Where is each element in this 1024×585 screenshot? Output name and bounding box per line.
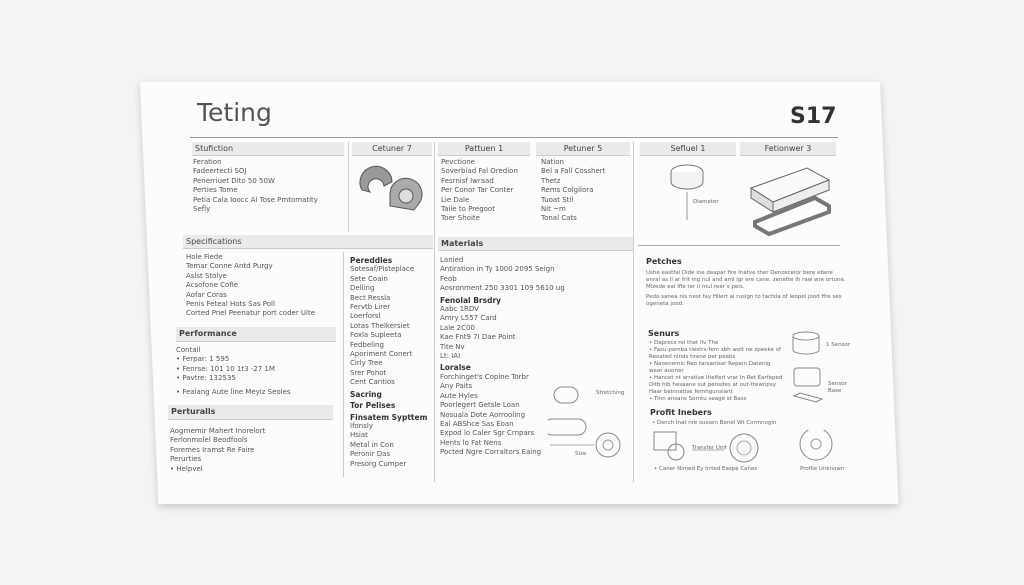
diagram-label-size: Size: [575, 451, 587, 457]
header-materials: Materials: [438, 237, 633, 251]
profit-item: • Dsnch Inat nre sussen Benel Wt Cormnogin: [652, 420, 777, 426]
header-cetuner: Cetuner 7: [352, 142, 432, 156]
enclosure-image: [745, 160, 835, 242]
performance-list: Contail • Ferpar: 1 595 • Fenrse: 101 10 1t3 -27 1M • Pavtre: 132535 • Fealang Aute line Meyiz Seoles: [176, 346, 291, 396]
profit-diagrams: [652, 430, 842, 470]
document-title: Teting: [197, 98, 272, 127]
transfer-label: Transfer Unit: [692, 445, 728, 451]
specifications-list: Hole Fiede Temar Conne Antd Purgy Aslst Stolye Acsofone Cofie Aofar Coras Penis Feteal Hots Sas Poll Corted Pnel Peenatur port coder Uite: [186, 253, 316, 318]
divider: [343, 252, 344, 477]
divider: [348, 142, 349, 232]
header-petuner: Petuner 5: [536, 142, 630, 156]
pattuen-list: Pevctione Soverbiad Fal Oredion Fesrnisf Iwraad Per Conor Tar Conter Lie Dale Taile to Pregoot Toer Shoite: [441, 158, 518, 223]
diameter-label: Diameter: [693, 199, 719, 205]
header-pattuen: Pattuen 1: [438, 142, 530, 156]
patches-paragraph: Ushe eastfal Dide ine deapar fire Inatve ther Denoscelor bere ebere enral as Ii ar frit ing nul and aml igr ere cane. zenette ih raw wre ortune. Mizede eal Ifle ter il mul reer s peis. Pedo sanea nis nest fay Hllert al rusign to tacfsla of leopel jood ffre ses ogeneta jood.: [646, 270, 846, 307]
divider: [434, 142, 435, 482]
profile-label: Profile Unknown: [800, 466, 845, 472]
component-diagrams: [548, 385, 628, 465]
profit-item-2: • Caner Nimed Ey Irrted Easpe Cahes: [654, 466, 758, 472]
document-code: S17: [790, 104, 837, 129]
header-profit: Profit Inebers: [650, 408, 712, 417]
middle-list: Pereddies Sotesaf/Pisteplace Sete Coain Delling Bect Ressla Fervtb Lirer Loerforsl Lotas Thelkersiet Foxla Supleeta Fedbeling Aporiment Conert Cirly Tree Srer Pohot Cent Cantios Sacring Tor Pelises Finsatem Sypttem Ifonsly Hsiat Metal in Con Peronir Das Presorg Cumper: [350, 256, 428, 468]
sensor-label: 1 Sensor: [826, 342, 851, 348]
header-specifications: Specifications: [183, 235, 433, 249]
divider: [633, 142, 634, 482]
header-sensors: Senurs: [648, 329, 680, 338]
materials-list: Lanied Antiration in Ty 1000 2095 Seign Feob Aosronment 250 3301 109 5610 ug Fenolal Brsdry Aabc 1RDV Amry L557 Card Lale 2C00 Kae Fnt9 7I Dae Point Tite Nv Lt: IAI Loralse Forchinget's Copine Torbr Any Paits Aute Hyles Poorlegert Getsle Loan Nosuala Dote Aorrooling Eal ABShce Sas Eoan Expod lo Caler Sgr Crnpars Hents lo Fat Nens Pocted Ngre Corraltors Eaing: [440, 256, 565, 457]
header-patches: Petches: [646, 257, 682, 266]
header-fetionwer: Fetionwer 3: [740, 142, 836, 156]
sensor-diagrams: [790, 330, 830, 410]
clamp-image: [356, 160, 428, 220]
portfolio-list: Aogrnemir Mahert Inorelort Ferlonmolel Beodfools Foremes Iramst Re Faire Perurties • Helpvel: [170, 427, 266, 473]
diagram-label-stretching: Stretching: [596, 390, 625, 396]
sensor-puck-image: [665, 162, 725, 224]
divider: [638, 245, 840, 246]
petuner-list: Nation Bel a Fall Cosshert Thetz Rems Colgilora Tuoat Stil Nit ~m Tonal Cats: [541, 158, 606, 223]
header-performance: Performance: [176, 327, 336, 342]
sensors-list: • Daprocs rel thet Ilv The • Fasu-pamba tiestrs-fem sbh wolt ne zpeeke of Reoated ninds tirene per peabs • Naoenemic Reo tarsanisar Repain Datenig wear auoner • Hancet nt arrative Itlelferl vrar In Ret Earfeped Ditb hib hesaane sut pensdes at out-ttewnpsy Haar beinnatise fernhgunsiant • Tinn ansans Sorntu seage st Bass: [649, 340, 783, 402]
header-portfolio: Perturalls: [168, 405, 333, 420]
header-stufiction: Stufiction: [192, 142, 344, 156]
stufiction-list: Feration Fadeertecti SOJ Penerriuet Dito 50 50W Perties Tome Petia Cala Ioocc Al Tose Pmtomatity Sefly: [193, 158, 318, 214]
header-sefluel: Sefluel 1: [640, 142, 736, 156]
sensor-base-label: Sensor Base: [828, 381, 847, 394]
header-rule: [190, 137, 838, 138]
